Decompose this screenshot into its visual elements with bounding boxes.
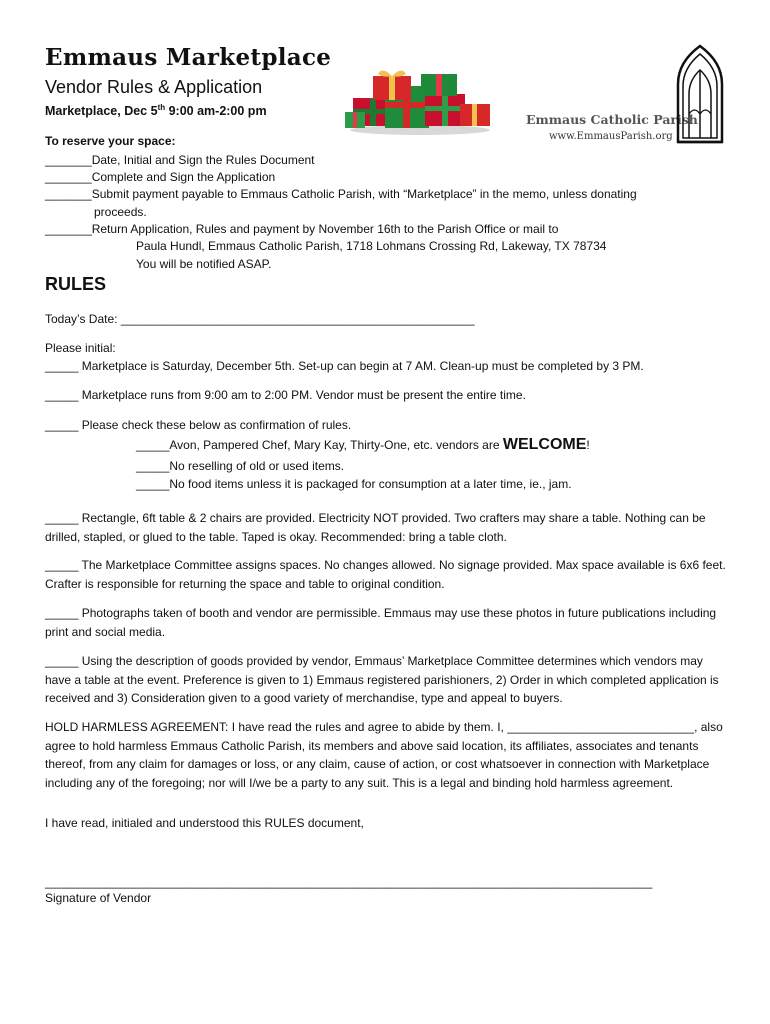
church-window-icon — [675, 44, 725, 144]
rule-item: _____ Marketplace runs from 9:00 am to 2:00 PM. Vendor must be present the entire time. — [45, 388, 526, 402]
todays-date-field: Today’s Date: _____________________________________________________ — [45, 312, 475, 326]
reserve-item-date: _______Date, Initial and Sign the Rules Document — [45, 153, 315, 167]
reserve-item-payment: _______Submit payment payable to Emmaus Catholic Parish, with “Marketplace” in the memo, unless donating — [45, 187, 637, 201]
reserve-item-complete: _______Complete and Sign the Application — [45, 170, 276, 184]
rule-item: _____ The Marketplace Committee assigns spaces. No changes allowed. No signage provided. Max space available is 6x6 feet. Crafter is responsible for returning the space and table to original condition. — [45, 558, 726, 591]
page-title: Emmaus Marketplace — [45, 44, 332, 71]
reserve-item-payment-cont: proceeds. — [94, 205, 147, 219]
gift-boxes-image — [345, 68, 495, 136]
reserve-item-return: _______Return Application, Rules and payment by November 16th to the Parish Office or mail to — [45, 222, 559, 236]
rule-item: _____ Rectangle, 6ft table & 2 chairs are provided. Electricity NOT provided. Two crafters may share a table. Nothing can be drilled, stapled, or glued to the table. Taped is okay. Recommended: bring a table cloth. — [45, 511, 706, 544]
rule-item: _____ Photographs taken of booth and vendor are permissible. Emmaus may use these photos in future publications including print and social media. — [45, 606, 717, 639]
read-statement: I have read, initialed and understood this RULES document, — [45, 816, 364, 830]
rule-item: _____ Please check these below as confirmation of rules. — [45, 418, 352, 432]
reserve-heading: To reserve your space: — [45, 134, 176, 148]
parish-name: Emmaus Catholic Parish — [526, 112, 698, 127]
hold-harmless-agreement: HOLD HARMLESS AGREEMENT: I have read the rules and agree to abide by them. I, ____________________________, also agree to hold harmless Emmaus Catholic Parish, its members and above said location, its affiliates, associates and tenants thereof, from any claim for damages or loss, or any claim, cause of action, or cost whatsoever in connection with Marketplace including any of the foregoing; nor will I/we be a party to any suit. This is a legal and binding hold harmless agreement. — [45, 720, 723, 790]
mailing-address: Paula Hundl, Emmaus Catholic Parish, 1718 Lohmans Crossing Rd, Lakeway, TX 78734 — [136, 239, 607, 253]
notification-note: You will be notified ASAP. — [136, 257, 272, 271]
parish-url: www.EmmausParish.org — [549, 131, 673, 142]
event-date: Marketplace, Dec 5th 9:00 am-2:00 pm — [45, 103, 267, 119]
page-subtitle: Vendor Rules & Application — [45, 77, 263, 97]
rules-heading: RULES — [45, 274, 107, 294]
please-initial-label: Please initial: — [45, 341, 116, 355]
signature-line: ___________________________________________________________________________________________ — [45, 875, 653, 889]
check-item: _____No reselling of old or used items. — [136, 459, 345, 473]
signature-label: Signature of Vendor — [45, 891, 152, 905]
rule-item: _____ Using the description of goods provided by vendor, Emmaus’ Marketplace Committee determines which vendors may have a table at the event. Preference is given to 1) Emmaus registered parishioners, 2) Order in which completed application is received and 3) Consideration given to a good variety of merchandise, type and appeal to buyers. — [45, 654, 719, 706]
check-item: _____Avon, Pampered Chef, Mary Kay, Thirty-One, etc. vendors are WELCOME! — [136, 436, 590, 453]
rule-item: _____ Marketplace is Saturday, December 5th. Set-up can begin at 7 AM. Clean-up must be completed by 3 PM. — [45, 359, 644, 373]
welcome-text: WELCOME — [502, 436, 587, 453]
check-item: _____No food items unless it is packaged for consumption at a later time, ie., jam. — [136, 477, 572, 491]
